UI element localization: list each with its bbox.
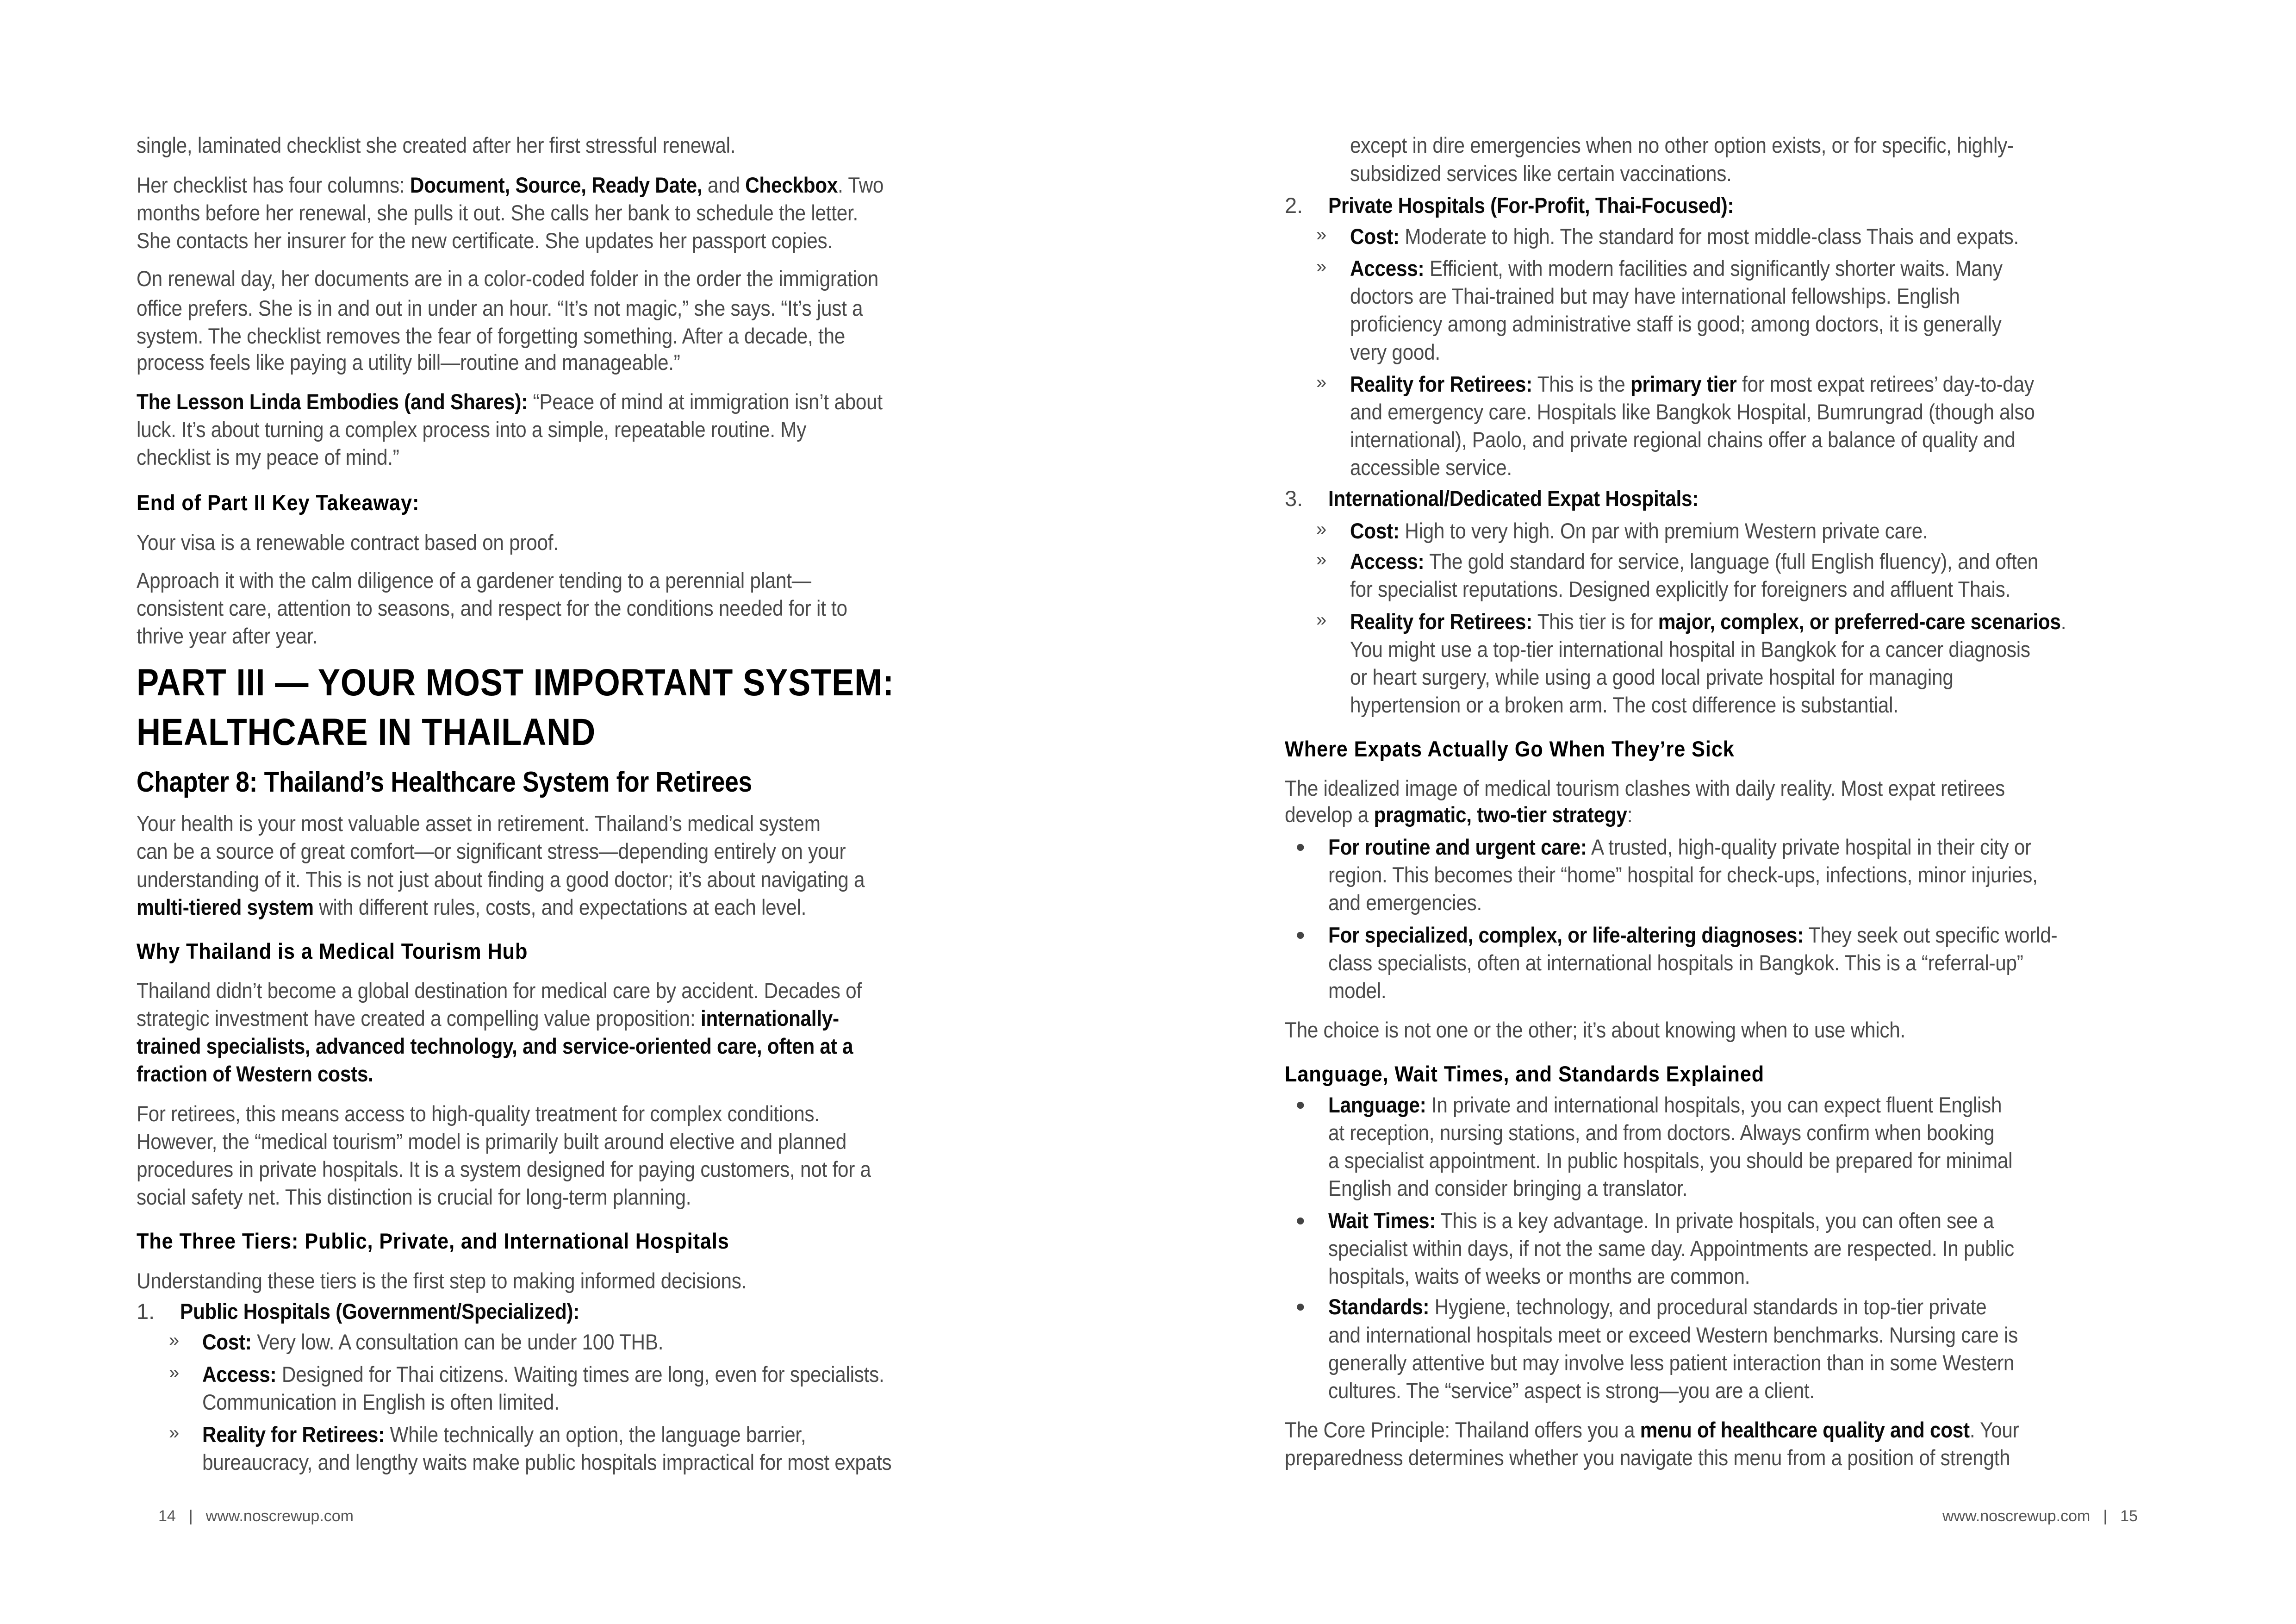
bold-run: For specialized, complex, or life-altering diagnoses: — [1328, 922, 1804, 947]
text-run: You might use a top-tier international hospital in Bangkok for a cancer diagnosis — [1350, 637, 2030, 662]
text-run: Language, Wait Times, and Standards Explained — [1285, 1062, 1765, 1087]
text-line — [1328, 836, 2031, 858]
text-line — [137, 325, 845, 347]
text-line — [137, 202, 858, 224]
text-run: and international hospitals meet or exceed Western benchmarks. Nursing care is — [1328, 1322, 2018, 1347]
text-line — [137, 625, 317, 647]
text-run: very good. — [1350, 339, 1440, 364]
text-run: Why Thailand is a Medical Tourism Hub — [137, 938, 528, 963]
bold-run: trained specialists, advanced technology, and service-oriented care, often at a — [137, 1034, 853, 1059]
text-line — [137, 1103, 820, 1124]
sub-bullet-icon: » — [1316, 609, 1327, 630]
text-line — [1328, 1210, 1994, 1231]
text-run: They seek out specific world- — [1803, 922, 2058, 947]
text-run: for specialist reputations. Designed explicitly for foreigners and affluent Thais. — [1350, 577, 2011, 602]
text-run: . Two — [838, 172, 884, 197]
text-run: procedures in private hospitals. It is a system designed for paying customers, not for a — [137, 1157, 871, 1182]
text-run: End of Part II Key Takeaway: — [137, 490, 420, 515]
text-line — [202, 1391, 560, 1413]
footer-url: www.noscrewup.com — [1942, 1507, 2091, 1525]
heading-line — [137, 1230, 729, 1252]
bold-run: Wait Times: — [1328, 1208, 1436, 1233]
text-line — [1328, 924, 2057, 946]
text-line — [137, 896, 806, 918]
text-line — [1328, 1122, 1994, 1143]
text-run: Her checklist has four columns: — [137, 172, 410, 197]
bold-run: International/Dedicated Expat Hospitals: — [1328, 486, 1699, 511]
heading-line — [137, 768, 752, 797]
text-line — [1328, 1265, 1750, 1287]
bold-run: internationally- — [700, 1006, 839, 1031]
text-run: preparedness determines whether you navigate this menu from a position of strength — [1285, 1445, 2010, 1470]
bold-run: Reality for Retirees: — [1350, 372, 1532, 397]
text-line — [1328, 1296, 1986, 1318]
bold-run: pragmatic, two-tier strategy — [1374, 802, 1627, 827]
text-run: model. — [1328, 978, 1387, 1003]
list-number: 2. — [1285, 193, 1303, 218]
text-run: or heart surgery, while using a good local private hospital for managing — [1350, 664, 1954, 689]
text-line — [1350, 341, 1440, 363]
text-line — [1285, 1419, 2019, 1441]
text-line — [1350, 373, 2034, 395]
bullet-icon: • — [1296, 1090, 1305, 1119]
text-line — [202, 1331, 663, 1353]
heading-line — [1285, 738, 1735, 760]
text-run: This is a key advantage. In private hospitals, you can often see a — [1436, 1208, 1994, 1233]
bold-run: Checkbox — [745, 172, 838, 197]
sub-bullet-icon: » — [1316, 224, 1327, 245]
text-run: However, the “medical tourism” model is primarily built around elective and planned — [137, 1129, 847, 1154]
bold-run: major, complex, or preferred-care scenarios — [1658, 609, 2061, 634]
bullet-icon: • — [1296, 832, 1305, 862]
text-run: Thailand didn’t become a global destination for medical care by accident. Decades of — [137, 978, 862, 1003]
text-run: Efficient, with modern facilities and significantly shorter waits. Many — [1424, 256, 2003, 281]
sub-bullet-icon: » — [169, 1330, 180, 1351]
text-run: Communication in English is often limited. — [202, 1390, 560, 1415]
text-line — [1350, 456, 1512, 478]
text-run: with different rules, costs, and expectations at each level. — [313, 894, 807, 919]
text-run: hypertension or a broken arm. The cost difference is substantial. — [1350, 693, 1898, 718]
text-run: office prefers. She is in and out in under an hour. “It’s not magic,” she says. “It’s just a — [137, 295, 863, 320]
bold-run: primary tier — [1630, 372, 1737, 397]
text-run: region. This becomes their “home” hospital for check-ups, infections, minor injuries, — [1328, 862, 2038, 887]
text-run: On renewal day, her documents are in a color-coded folder in the order the immigration — [137, 266, 879, 291]
bold-run: Cost: — [1350, 224, 1400, 249]
footer-separator: | — [2103, 1507, 2108, 1525]
text-line — [1328, 1237, 2014, 1259]
text-line — [137, 174, 884, 196]
text-run: . Your — [1969, 1418, 2019, 1443]
text-run: consistent care, attention to seasons, and respect for the conditions needed for it to — [137, 596, 847, 621]
text-run: Hygiene, technology, and procedural standards in top-tier private — [1429, 1294, 1987, 1319]
text-run: High to very high. On par with premium Western private care. — [1399, 518, 1928, 543]
text-line — [1285, 1019, 1905, 1041]
heading-line — [137, 940, 528, 962]
bold-run: Reality for Retirees: — [1350, 609, 1532, 634]
text-run: PART III — YOUR MOST IMPORTANT SYSTEM: — [137, 661, 895, 704]
bullet-icon: • — [1296, 920, 1305, 949]
text-run: luck. It’s about turning a complex process into a simple, repeatable routine. My — [137, 417, 807, 442]
text-run: In private and international hospitals, you can expect fluent English — [1426, 1092, 2002, 1117]
text-line — [137, 1186, 691, 1208]
text-line — [1328, 1177, 1687, 1199]
sub-bullet-icon: » — [169, 1422, 180, 1443]
text-run: thrive year after year. — [137, 624, 318, 649]
bold-run: Cost: — [202, 1330, 252, 1355]
text-line — [1328, 892, 1482, 913]
text-run: a specialist appointment. In public hospitals, you should be prepared for minimal — [1328, 1148, 2013, 1173]
text-line — [137, 134, 735, 156]
text-run: The idealized image of medical tourism clashes with daily reality. Most expat retirees — [1285, 776, 2005, 801]
text-run: and emergencies. — [1328, 890, 1482, 915]
text-run: The choice is not one or the other; it’s about knowing when to use which. — [1285, 1018, 1905, 1043]
text-line — [1350, 257, 2003, 279]
text-line — [1328, 980, 1386, 1001]
text-run: Approach it with the calm diligence of a gardener tending to a perennial plant— — [137, 568, 811, 593]
text-run: A trusted, high-quality private hospital in their city or — [1587, 834, 2031, 859]
text-line — [137, 1035, 853, 1057]
text-run: international), Paolo, and private regional chains offer a balance of quality and — [1350, 427, 2016, 452]
text-line — [137, 1007, 839, 1029]
text-line — [202, 1424, 806, 1445]
text-run: understanding of it. This is not just about finding a good doctor; it’s about navigating a — [137, 867, 865, 892]
text-run: Very low. A consultation can be under 100 THB. — [251, 1330, 664, 1355]
bold-run: Language: — [1328, 1092, 1426, 1117]
text-run: The Three Tiers: Public, Private, and International Hospitals — [137, 1229, 729, 1254]
text-run: single, laminated checklist she created after her first stressful renewal. — [137, 133, 736, 158]
bullet-icon: • — [1296, 1206, 1305, 1235]
left-page-footer — [158, 1508, 354, 1524]
text-line — [1328, 864, 2038, 886]
text-line — [1350, 550, 2038, 572]
text-run: Moderate to high. The standard for most middle-class Thais and expats. — [1399, 224, 2019, 249]
right-page-footer — [1942, 1508, 2138, 1524]
text-line — [1350, 611, 2066, 632]
text-line — [1328, 194, 1734, 216]
text-run: . — [2060, 609, 2066, 634]
text-line — [1328, 1324, 2018, 1346]
text-run: and — [702, 172, 746, 197]
text-line — [137, 980, 862, 1001]
text-run: process feels like paying a utility bill—routine and manageable.” — [137, 350, 680, 375]
page-number: 15 — [2120, 1507, 2138, 1525]
text-run: Your visa is a renewable contract based on proof. — [137, 530, 559, 555]
text-line — [202, 1451, 891, 1473]
list-number: 1. — [137, 1299, 155, 1324]
text-line — [137, 1063, 373, 1085]
text-run: generally attentive but may involve less patient interaction than in some Western — [1328, 1350, 2015, 1375]
text-run: develop a — [1285, 802, 1374, 827]
heading-line — [1285, 1063, 1764, 1085]
text-run: except in dire emergencies when no other option exists, or for specific, highly- — [1350, 133, 2014, 158]
bold-run: Private Hospitals (For-Profit, Thai-Focused): — [1328, 193, 1734, 218]
bold-run: Public Hospitals (Government/Specialized): — [180, 1299, 580, 1324]
text-run: Designed for Thai citizens. Waiting times are long, even for specialists. — [276, 1362, 884, 1387]
text-run: can be a source of great comfort—or significant stress—depending entirely on your — [137, 839, 846, 864]
sub-bullet-icon: » — [1316, 372, 1327, 393]
heading-line — [137, 492, 419, 513]
text-line — [1285, 777, 2005, 799]
text-run: For retirees, this means access to high-quality treatment for complex conditions. — [137, 1101, 820, 1126]
text-run: strategic investment have created a compelling value proposition: — [137, 1006, 701, 1031]
text-line — [180, 1300, 579, 1322]
sub-bullet-icon: » — [1316, 518, 1327, 539]
text-run: checklist is my peace of mind.” — [137, 445, 399, 470]
text-line — [1285, 1447, 2010, 1468]
bold-run: Standards: — [1328, 1294, 1430, 1319]
bold-run: For routine and urgent care: — [1328, 834, 1587, 859]
text-line — [1350, 285, 1960, 307]
text-line — [137, 1270, 747, 1292]
text-line — [1350, 225, 2019, 247]
text-line — [1350, 401, 2035, 423]
right-page — [1148, 0, 2296, 1624]
text-line — [137, 1158, 871, 1180]
bold-run: Reality for Retirees: — [202, 1422, 385, 1447]
text-run: proficiency among administrative staff is good; among doctors, it is generally — [1350, 312, 2002, 337]
text-line — [1328, 487, 1699, 509]
text-run: Understanding these tiers is the first step to making informed decisions. — [137, 1268, 747, 1293]
bold-run: Cost: — [1350, 518, 1400, 543]
text-run: “Peace of mind at immigration isn’t about — [528, 389, 883, 414]
bold-run: Access: — [202, 1362, 277, 1387]
text-run: system. The checklist removes the fear of forgetting something. After a decade, the — [137, 323, 845, 348]
text-run: class specialists, often at international hospitals in Bangkok. This is a “referral-up” — [1328, 950, 2023, 975]
text-line — [137, 812, 821, 834]
text-line — [137, 230, 833, 251]
bold-run: menu of healthcare quality and cost — [1640, 1418, 1970, 1443]
text-run: accessible service. — [1350, 455, 1512, 480]
text-run: cultures. The “service” aspect is strong—you are a client. — [1328, 1378, 1815, 1403]
sub-bullet-icon: » — [1316, 256, 1327, 277]
text-line — [1328, 1149, 2012, 1171]
bold-run: Access: — [1350, 549, 1425, 574]
text-line — [137, 351, 680, 373]
text-run: She contacts her insurer for the new certificate. She updates her passport copies. — [137, 228, 833, 253]
text-run: months before her renewal, she pulls it out. She calls her bank to schedule the letter. — [137, 200, 858, 225]
text-run: bureaucracy, and lengthy waits make public hospitals impractical for most expats — [202, 1449, 892, 1474]
bullet-icon: • — [1296, 1292, 1305, 1322]
bold-run: Document, Source, Ready Date, — [410, 172, 703, 197]
text-run: English and consider bringing a translator. — [1328, 1176, 1688, 1201]
text-line — [137, 868, 865, 890]
text-run: The Core Principle: Thailand offers you a — [1285, 1418, 1640, 1443]
list-number: 3. — [1285, 486, 1303, 511]
text-run: This tier is for — [1532, 609, 1658, 634]
text-line — [1350, 638, 2030, 660]
bold-run: multi-tiered system — [137, 894, 314, 919]
text-line — [1328, 1094, 2002, 1116]
text-run: The gold standard for service, language (full English fluency), and often — [1424, 549, 2038, 574]
text-run: specialist within days, if not the same day. Appointments are respected. In public — [1328, 1236, 2014, 1261]
text-run: : — [1627, 802, 1633, 827]
text-line — [1350, 162, 1732, 184]
text-run: Chapter 8: Thailand’s Healthcare System for Retirees — [137, 766, 752, 798]
bold-run: fraction of Western costs. — [137, 1062, 373, 1087]
text-line — [1350, 134, 2014, 156]
text-line — [137, 1131, 846, 1152]
text-run: at reception, nursing stations, and from doctors. Always confirm when booking — [1328, 1120, 1995, 1145]
text-line — [1350, 694, 1898, 716]
footer-url: www.noscrewup.com — [205, 1507, 354, 1525]
text-line — [1350, 666, 1954, 688]
text-line — [1285, 804, 1632, 825]
heading-line — [137, 661, 895, 704]
text-line — [1328, 952, 2023, 974]
text-run: social safety net. This distinction is crucial for long-term planning. — [137, 1185, 691, 1210]
text-line — [137, 268, 878, 289]
text-line — [137, 297, 863, 319]
text-line — [1350, 313, 2002, 335]
text-line — [137, 418, 806, 440]
text-line — [137, 391, 883, 412]
text-line — [137, 597, 847, 619]
text-run: Where Expats Actually Go When They’re Sick — [1285, 736, 1735, 761]
text-run: subsidized services like certain vaccinations. — [1350, 161, 1732, 186]
page-number: 14 — [158, 1507, 176, 1525]
text-line — [137, 840, 846, 862]
text-line — [202, 1363, 884, 1385]
text-run: Your health is your most valuable asset in retirement. Thailand’s medical system — [137, 811, 821, 836]
sub-bullet-icon: » — [169, 1362, 180, 1383]
text-run: This is the — [1532, 372, 1630, 397]
bold-run: The Lesson Linda Embodies (and Shares): — [137, 389, 528, 414]
text-run: and emergency care. Hospitals like Bangkok Hospital, Bumrungrad (though also — [1350, 400, 2035, 425]
footer-separator: | — [188, 1507, 193, 1525]
text-line — [137, 569, 811, 591]
text-run: for most expat retirees’ day-to-day — [1736, 372, 2034, 397]
text-line — [1350, 429, 2016, 450]
bold-run: Access: — [1350, 256, 1425, 281]
text-line — [1350, 520, 1928, 542]
text-line — [137, 531, 559, 553]
sub-bullet-icon: » — [1316, 549, 1327, 570]
text-line — [1350, 578, 2010, 600]
text-run: hospitals, waits of weeks or months are common. — [1328, 1264, 1750, 1288]
text-line — [1328, 1380, 1815, 1401]
text-run: doctors are Thai-trained but may have international fellowships. English — [1350, 284, 1960, 309]
heading-line — [137, 711, 596, 754]
text-run: While technically an option, the language barrier, — [384, 1422, 806, 1447]
text-run: HEALTHCARE IN THAILAND — [137, 711, 596, 754]
text-line — [1328, 1352, 2014, 1374]
text-line — [137, 446, 399, 468]
